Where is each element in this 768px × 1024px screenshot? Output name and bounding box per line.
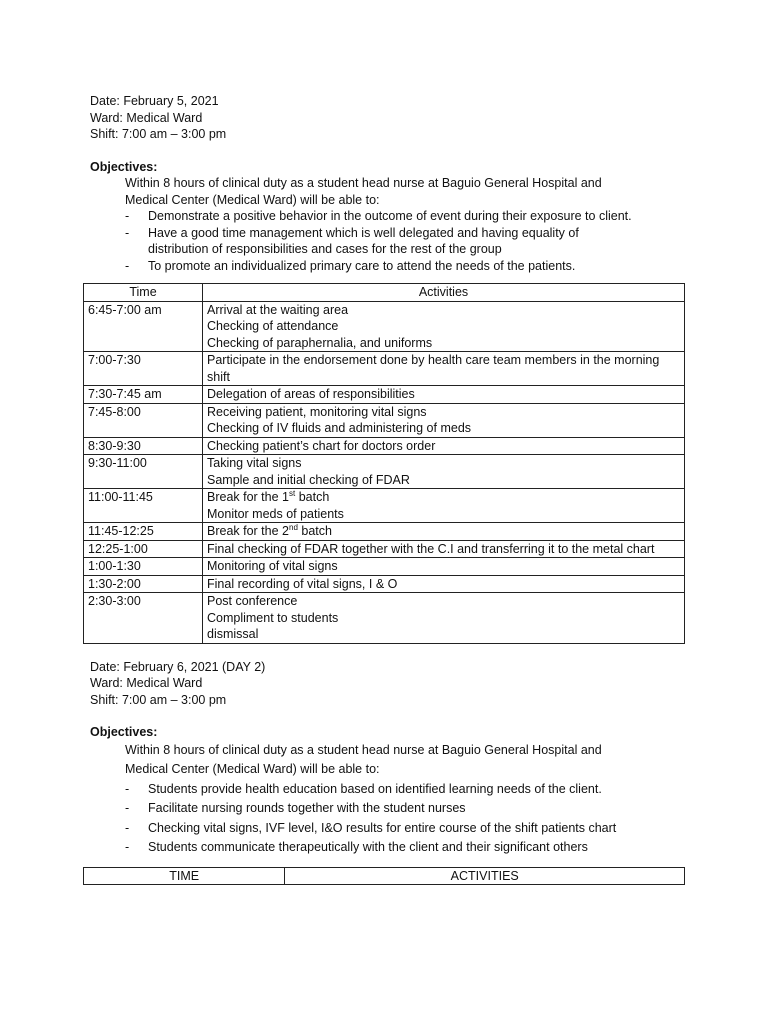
activities-cell: Checking patient’s chart for doctors order	[203, 437, 685, 455]
day2-objectives-heading: Objectives:	[90, 725, 158, 739]
day2-objective-bullet: - Students provide health education based on identified learning needs of the client.	[125, 781, 602, 796]
table-row	[84, 352, 685, 386]
time-cell: 7:00-7:30	[84, 352, 203, 386]
activities-cell: Arrival at the waiting area Checking of attendance Checking of paraphernalia, and uniforms	[203, 301, 685, 352]
table-row	[84, 523, 685, 541]
day2-objectives	[90, 724, 686, 858]
activities-column-header: ACTIVITIES	[285, 867, 685, 885]
day2-ward: Ward: Medical Ward	[90, 676, 203, 690]
activities-cell: Break for the 1st batch Monitor meds of patients	[203, 489, 685, 523]
day1-objective-bullet: - To promote an individualized primary care to attend the needs of the patients.	[125, 258, 576, 273]
day1-ward: Ward: Medical Ward	[90, 110, 203, 125]
time-cell: 6:45-7:00 am	[84, 301, 203, 352]
table-row	[84, 575, 685, 593]
table-header-row	[84, 867, 685, 885]
table-row	[84, 437, 685, 455]
table-row	[84, 489, 685, 523]
activities-cell: Receiving patient, monitoring vital signs Checking of IV fluids and administering of meds	[203, 403, 685, 437]
time-cell: 12:25-1:00	[84, 540, 203, 558]
time-cell: 7:45-8:00	[84, 403, 203, 437]
day1-objective-bullet: - Demonstrate a positive behavior in the outcome of event during their exposure to client.	[125, 209, 632, 223]
time-cell: 11:00-11:45	[84, 489, 203, 523]
day1-objectives-heading: Objectives:	[90, 159, 158, 174]
table-row	[84, 540, 685, 558]
activities-cell: Delegation of areas of responsibilities	[203, 386, 685, 404]
table-header-row	[84, 284, 685, 302]
time-column-header: Time	[84, 284, 203, 302]
time-cell: 1:00-1:30	[84, 558, 203, 576]
activities-column-header: Activities	[203, 284, 685, 302]
activities-cell: Taking vital signs Sample and initial checking of FDAR	[203, 455, 685, 489]
day2-intro-line1: Within 8 hours of clinical duty as a student head nurse at Baguio General Hospital and	[125, 742, 602, 757]
table-row	[84, 455, 685, 489]
day2-intro-line2: Medical Center (Medical Ward) will be able to:	[125, 762, 380, 776]
time-cell: 9:30-11:00	[84, 455, 203, 489]
day1-objective-bullet: - Have a good time management which is well delegated and having equality of distribution of responsibilities and cases for the rest of the group	[125, 225, 579, 256]
day2-shift: Shift: 7:00 am – 3:00 pm	[90, 692, 227, 707]
day2-objective-bullet: - Students communicate therapeutically with the client and their significant others	[125, 840, 588, 854]
time-cell: 11:45-12:25	[84, 523, 203, 541]
activities-cell: Final checking of FDAR together with the C.I and transferring it to the metal chart	[203, 540, 685, 558]
time-cell: 1:30-2:00	[84, 575, 203, 593]
time-cell: 7:30-7:45 am	[84, 386, 203, 404]
table-row	[84, 386, 685, 404]
table-row	[84, 403, 685, 437]
table-row	[84, 301, 685, 352]
time-cell: 8:30-9:30	[84, 437, 203, 455]
activities-cell: Final recording of vital signs, I & O	[203, 575, 685, 593]
activities-cell: Break for the 2nd batch	[203, 523, 685, 541]
activities-cell: Post conference Compliment to students dismissal	[203, 593, 685, 644]
activities-cell: Participate in the endorsement done by health care team members in the morning shift	[203, 352, 685, 386]
day1-date: Date: February 5, 2021	[90, 94, 219, 108]
activities-cell: Monitoring of vital signs	[203, 558, 685, 576]
day2-schedule-table	[83, 867, 685, 886]
time-column-header: TIME	[84, 867, 285, 885]
document-page	[90, 93, 686, 885]
time-cell: 2:30-3:00	[84, 593, 203, 644]
day2-objective-bullet: - Checking vital signs, IVF level, I&O results for entire course of the shift patients chart	[125, 820, 617, 835]
table-row	[84, 593, 685, 644]
day1-shift: Shift: 7:00 am – 3:00 pm	[90, 127, 227, 141]
day2-objective-bullet: - Facilitate nursing rounds together with the student nurses	[125, 801, 466, 815]
table-row	[84, 558, 685, 576]
day2-date: Date: February 6, 2021 (DAY 2)	[90, 659, 266, 674]
day1-intro-line2: Medical Center (Medical Ward) will be able to:	[125, 192, 380, 207]
day1-schedule-table	[83, 283, 685, 644]
day1-intro-line1: Within 8 hours of clinical duty as a student head nurse at Baguio General Hospital and	[125, 176, 602, 190]
